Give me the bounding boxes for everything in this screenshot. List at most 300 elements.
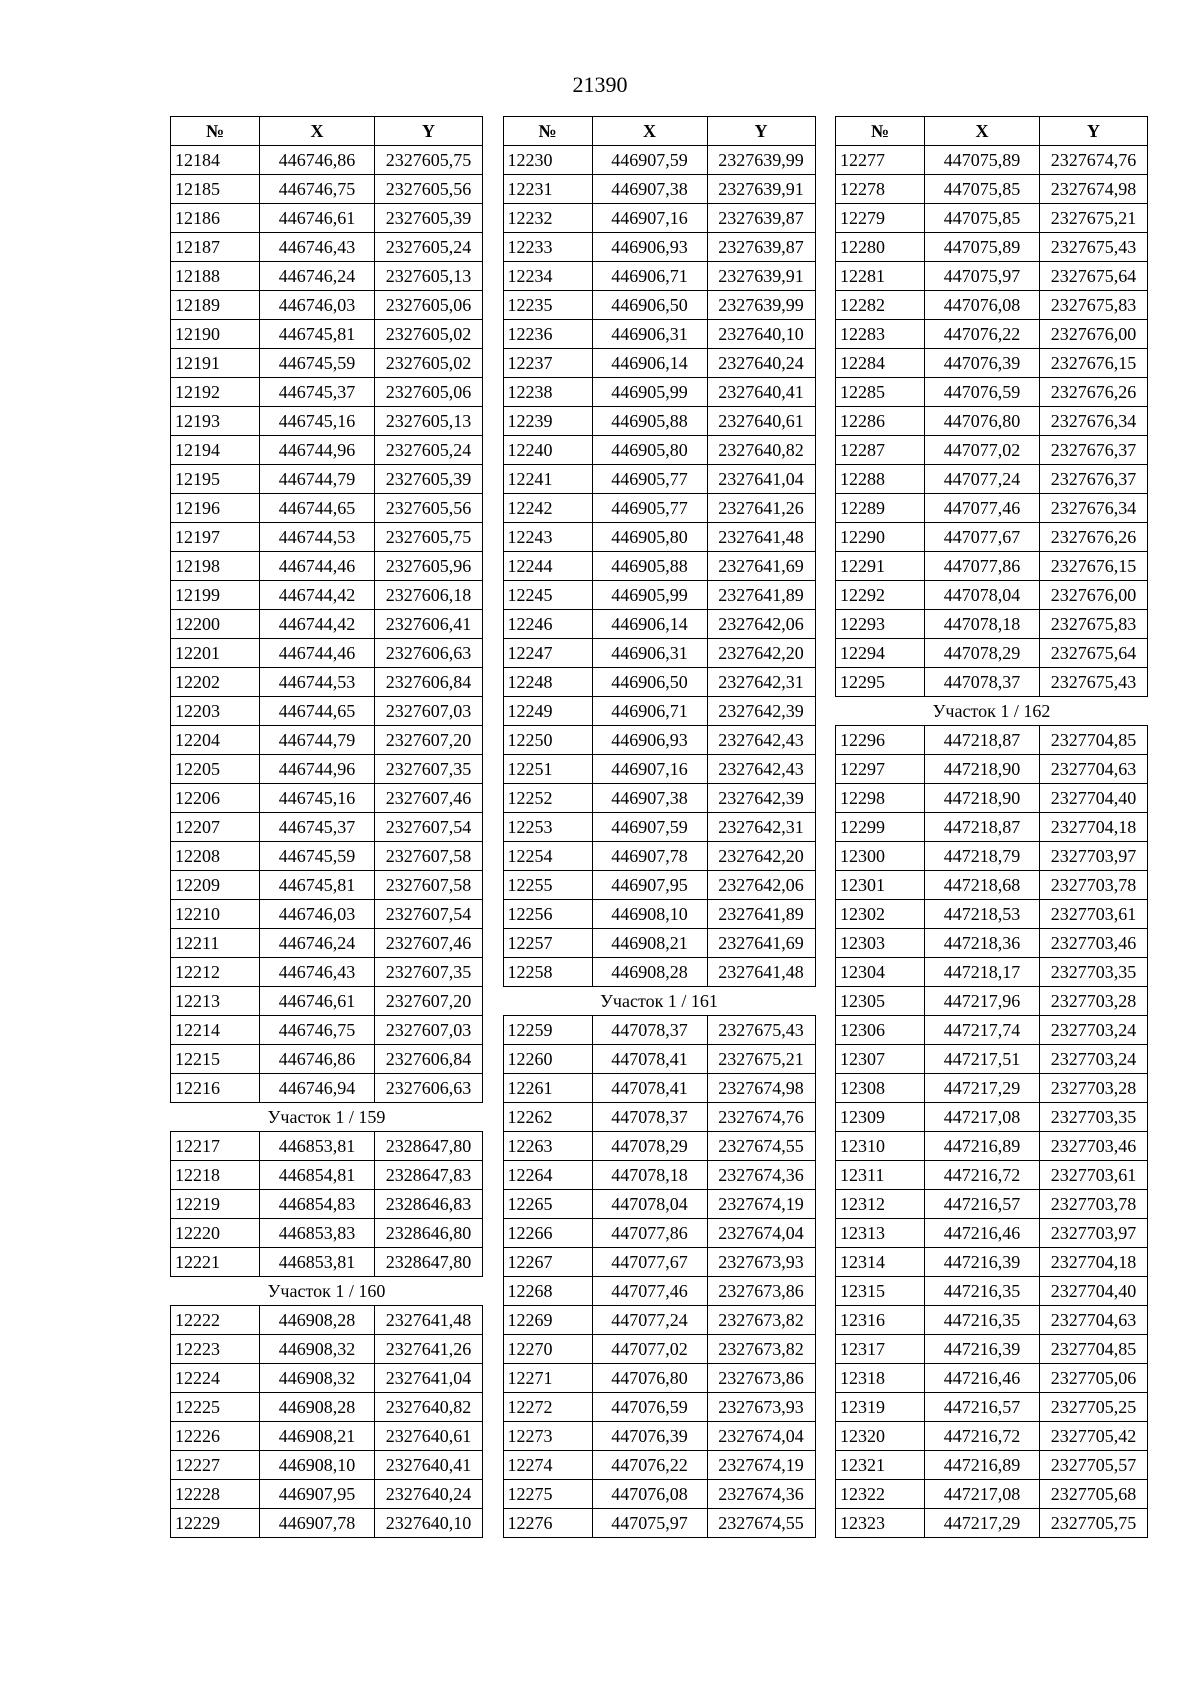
y-coordinate: 2327673,93 <box>707 1248 815 1277</box>
point-number: 12235 <box>503 291 592 320</box>
x-coordinate: 447217,96 <box>925 987 1040 1016</box>
table-row <box>836 929 1148 958</box>
x-coordinate: 446906,14 <box>592 610 707 639</box>
y-coordinate: 2327642,39 <box>707 697 815 726</box>
y-coordinate: 2327607,03 <box>375 697 483 726</box>
x-coordinate: 446907,59 <box>592 813 707 842</box>
point-number: 12189 <box>171 291 260 320</box>
y-coordinate: 2327605,75 <box>375 146 483 175</box>
y-coordinate: 2327640,24 <box>707 349 815 378</box>
table-row <box>503 291 815 320</box>
point-number: 12213 <box>171 987 260 1016</box>
y-coordinate: 2327642,06 <box>707 871 815 900</box>
point-number: 12231 <box>503 175 592 204</box>
table-row <box>503 1480 815 1509</box>
x-coordinate: 447076,39 <box>592 1422 707 1451</box>
table-row <box>836 146 1148 175</box>
x-coordinate: 447218,87 <box>925 813 1040 842</box>
coordinates-table-2 <box>503 116 816 1538</box>
point-number: 12186 <box>171 204 260 233</box>
y-coordinate: 2327674,19 <box>707 1190 815 1219</box>
point-number: 12247 <box>503 639 592 668</box>
point-number: 12286 <box>836 407 925 436</box>
table-row <box>836 987 1148 1016</box>
y-coordinate: 2327605,13 <box>375 407 483 436</box>
y-coordinate: 2327639,91 <box>707 175 815 204</box>
y-coordinate: 2327704,40 <box>1040 784 1148 813</box>
y-coordinate: 2328647,80 <box>375 1248 483 1277</box>
point-number: 12211 <box>171 929 260 958</box>
table-row <box>503 523 815 552</box>
table-row <box>503 436 815 465</box>
y-coordinate: 2327640,61 <box>707 407 815 436</box>
point-number: 12320 <box>836 1422 925 1451</box>
x-coordinate: 447077,46 <box>592 1277 707 1306</box>
point-number: 12195 <box>171 465 260 494</box>
x-coordinate: 446746,43 <box>260 958 375 987</box>
y-coordinate: 2327606,63 <box>375 639 483 668</box>
point-number: 12293 <box>836 610 925 639</box>
table-row <box>503 610 815 639</box>
table-row <box>836 958 1148 987</box>
x-coordinate: 446908,21 <box>260 1422 375 1451</box>
point-number: 12204 <box>171 726 260 755</box>
x-coordinate: 447077,46 <box>925 494 1040 523</box>
table-header-row <box>503 117 815 146</box>
y-coordinate: 2327606,84 <box>375 1045 483 1074</box>
point-number: 12197 <box>171 523 260 552</box>
section-title: Участок 1 / 160 <box>171 1277 483 1306</box>
y-coordinate: 2327704,63 <box>1040 1306 1148 1335</box>
y-coordinate: 2327640,24 <box>375 1480 483 1509</box>
x-coordinate: 446905,80 <box>592 436 707 465</box>
y-coordinate: 2327641,89 <box>707 900 815 929</box>
point-number: 12225 <box>171 1393 260 1422</box>
y-coordinate: 2327639,99 <box>707 146 815 175</box>
y-coordinate: 2327639,87 <box>707 233 815 262</box>
point-number: 12255 <box>503 871 592 900</box>
point-number: 12317 <box>836 1335 925 1364</box>
point-number: 12230 <box>503 146 592 175</box>
point-number: 12313 <box>836 1219 925 1248</box>
point-number: 12310 <box>836 1132 925 1161</box>
table-row <box>171 291 483 320</box>
x-coordinate: 446853,81 <box>260 1248 375 1277</box>
x-coordinate: 446744,46 <box>260 552 375 581</box>
y-coordinate: 2327674,36 <box>707 1480 815 1509</box>
table-row <box>503 1509 815 1538</box>
x-coordinate: 446744,96 <box>260 755 375 784</box>
y-coordinate: 2327675,21 <box>1040 204 1148 233</box>
y-coordinate: 2327704,85 <box>1040 1335 1148 1364</box>
y-coordinate: 2327705,68 <box>1040 1480 1148 1509</box>
point-number: 12200 <box>171 610 260 639</box>
y-coordinate: 2327641,69 <box>707 552 815 581</box>
x-coordinate: 447218,53 <box>925 900 1040 929</box>
point-number: 12205 <box>171 755 260 784</box>
x-coordinate: 446746,43 <box>260 233 375 262</box>
y-coordinate: 2327675,64 <box>1040 262 1148 291</box>
point-number: 12216 <box>171 1074 260 1103</box>
x-coordinate: 447216,39 <box>925 1248 1040 1277</box>
x-coordinate: 446906,71 <box>592 697 707 726</box>
point-number: 12301 <box>836 871 925 900</box>
point-number: 12210 <box>171 900 260 929</box>
point-number: 12274 <box>503 1451 592 1480</box>
table-row <box>836 378 1148 407</box>
point-number: 12268 <box>503 1277 592 1306</box>
point-number: 12234 <box>503 262 592 291</box>
y-coordinate: 2328647,83 <box>375 1161 483 1190</box>
y-coordinate: 2327676,37 <box>1040 465 1148 494</box>
point-number: 12229 <box>171 1509 260 1538</box>
x-coordinate: 447216,46 <box>925 1364 1040 1393</box>
point-number: 12265 <box>503 1190 592 1219</box>
x-coordinate: 447076,08 <box>925 291 1040 320</box>
point-number: 12193 <box>171 407 260 436</box>
point-number: 12304 <box>836 958 925 987</box>
y-coordinate: 2327640,61 <box>375 1422 483 1451</box>
point-number: 12253 <box>503 813 592 842</box>
point-number: 12227 <box>171 1451 260 1480</box>
y-coordinate: 2327675,83 <box>1040 291 1148 320</box>
point-number: 12296 <box>836 726 925 755</box>
x-coordinate: 446744,65 <box>260 697 375 726</box>
y-coordinate: 2327704,85 <box>1040 726 1148 755</box>
x-coordinate: 446905,77 <box>592 494 707 523</box>
x-coordinate: 446905,99 <box>592 378 707 407</box>
page-number: 21390 <box>572 72 628 97</box>
x-coordinate: 447218,68 <box>925 871 1040 900</box>
y-coordinate: 2327605,02 <box>375 349 483 378</box>
x-coordinate: 446744,65 <box>260 494 375 523</box>
x-coordinate: 447077,02 <box>592 1335 707 1364</box>
table-row <box>836 1393 1148 1422</box>
table-row <box>836 465 1148 494</box>
table-row <box>836 1016 1148 1045</box>
table-row <box>503 233 815 262</box>
y-coordinate: 2327703,46 <box>1040 1132 1148 1161</box>
column-header-y: Y <box>1040 117 1148 146</box>
table-row <box>171 1451 483 1480</box>
x-coordinate: 446906,50 <box>592 668 707 697</box>
y-coordinate: 2327703,46 <box>1040 929 1148 958</box>
y-coordinate: 2327703,61 <box>1040 900 1148 929</box>
table-row <box>836 1480 1148 1509</box>
x-coordinate: 447217,51 <box>925 1045 1040 1074</box>
x-coordinate: 446746,94 <box>260 1074 375 1103</box>
section-row <box>503 987 815 1016</box>
table-row <box>503 1451 815 1480</box>
point-number: 12303 <box>836 929 925 958</box>
x-coordinate: 447078,37 <box>925 668 1040 697</box>
point-number: 12306 <box>836 1016 925 1045</box>
point-number: 12241 <box>503 465 592 494</box>
x-coordinate: 447077,02 <box>925 436 1040 465</box>
y-coordinate: 2327642,31 <box>707 813 815 842</box>
y-coordinate: 2327675,43 <box>1040 668 1148 697</box>
x-coordinate: 447217,08 <box>925 1480 1040 1509</box>
point-number: 12271 <box>503 1364 592 1393</box>
point-number: 12194 <box>171 436 260 465</box>
table-row <box>171 755 483 784</box>
table-row <box>171 1190 483 1219</box>
table-row <box>503 349 815 378</box>
y-coordinate: 2327605,24 <box>375 436 483 465</box>
table-row <box>171 1074 483 1103</box>
point-number: 12278 <box>836 175 925 204</box>
table-row <box>836 581 1148 610</box>
x-coordinate: 447078,18 <box>925 610 1040 639</box>
x-coordinate: 446906,93 <box>592 726 707 755</box>
table-row <box>836 1335 1148 1364</box>
y-coordinate: 2327605,75 <box>375 523 483 552</box>
section-title: Участок 1 / 162 <box>836 697 1148 726</box>
y-coordinate: 2327605,96 <box>375 552 483 581</box>
y-coordinate: 2328646,83 <box>375 1190 483 1219</box>
point-number: 12299 <box>836 813 925 842</box>
point-number: 12282 <box>836 291 925 320</box>
table-row <box>836 291 1148 320</box>
table-row <box>836 1306 1148 1335</box>
table-row <box>171 378 483 407</box>
table-row <box>503 581 815 610</box>
point-number: 12188 <box>171 262 260 291</box>
point-number: 12201 <box>171 639 260 668</box>
x-coordinate: 446745,37 <box>260 378 375 407</box>
y-coordinate: 2327640,10 <box>707 320 815 349</box>
point-number: 12240 <box>503 436 592 465</box>
x-coordinate: 446907,38 <box>592 175 707 204</box>
y-coordinate: 2327705,06 <box>1040 1364 1148 1393</box>
table-row <box>171 1364 483 1393</box>
x-coordinate: 446854,81 <box>260 1161 375 1190</box>
x-coordinate: 446745,59 <box>260 349 375 378</box>
x-coordinate: 446746,24 <box>260 262 375 291</box>
point-number: 12297 <box>836 755 925 784</box>
column-header-number: № <box>503 117 592 146</box>
x-coordinate: 446746,75 <box>260 175 375 204</box>
y-coordinate: 2327703,24 <box>1040 1016 1148 1045</box>
y-coordinate: 2327605,24 <box>375 233 483 262</box>
y-coordinate: 2327705,75 <box>1040 1509 1148 1538</box>
column-header-y: Y <box>707 117 815 146</box>
y-coordinate: 2327607,46 <box>375 784 483 813</box>
y-coordinate: 2327675,64 <box>1040 639 1148 668</box>
point-number: 12262 <box>503 1103 592 1132</box>
table-row <box>836 784 1148 813</box>
x-coordinate: 447077,86 <box>592 1219 707 1248</box>
y-coordinate: 2327674,76 <box>707 1103 815 1132</box>
point-number: 12260 <box>503 1045 592 1074</box>
y-coordinate: 2327705,57 <box>1040 1451 1148 1480</box>
x-coordinate: 446908,10 <box>260 1451 375 1480</box>
table-row <box>171 958 483 987</box>
point-number: 12289 <box>836 494 925 523</box>
table-row <box>836 494 1148 523</box>
y-coordinate: 2327607,54 <box>375 813 483 842</box>
x-coordinate: 446905,80 <box>592 523 707 552</box>
x-coordinate: 446744,46 <box>260 639 375 668</box>
x-coordinate: 446907,95 <box>592 871 707 900</box>
table-row <box>171 465 483 494</box>
table-row <box>503 842 815 871</box>
point-number: 12312 <box>836 1190 925 1219</box>
y-coordinate: 2327674,76 <box>1040 146 1148 175</box>
table-row <box>503 204 815 233</box>
x-coordinate: 446907,16 <box>592 755 707 784</box>
point-number: 12283 <box>836 320 925 349</box>
table-row <box>171 262 483 291</box>
y-coordinate: 2327642,43 <box>707 755 815 784</box>
y-coordinate: 2327605,39 <box>375 204 483 233</box>
table-row <box>171 668 483 697</box>
x-coordinate: 447216,89 <box>925 1451 1040 1480</box>
table-row <box>503 407 815 436</box>
table-row <box>171 1509 483 1538</box>
x-coordinate: 446907,59 <box>592 146 707 175</box>
point-number: 12292 <box>836 581 925 610</box>
point-number: 12218 <box>171 1161 260 1190</box>
y-coordinate: 2327676,26 <box>1040 378 1148 407</box>
x-coordinate: 447077,67 <box>592 1248 707 1277</box>
point-number: 12214 <box>171 1016 260 1045</box>
y-coordinate: 2327640,82 <box>375 1393 483 1422</box>
point-number: 12208 <box>171 842 260 871</box>
y-coordinate: 2327605,13 <box>375 262 483 291</box>
y-coordinate: 2327640,10 <box>375 1509 483 1538</box>
point-number: 12319 <box>836 1393 925 1422</box>
y-coordinate: 2327605,02 <box>375 320 483 349</box>
x-coordinate: 446746,03 <box>260 900 375 929</box>
x-coordinate: 446746,75 <box>260 1016 375 1045</box>
x-coordinate: 446908,28 <box>260 1393 375 1422</box>
y-coordinate: 2328646,80 <box>375 1219 483 1248</box>
y-coordinate: 2327605,06 <box>375 378 483 407</box>
x-coordinate: 447218,90 <box>925 784 1040 813</box>
y-coordinate: 2327675,21 <box>707 1045 815 1074</box>
column-header-number: № <box>171 117 260 146</box>
table-row <box>171 175 483 204</box>
y-coordinate: 2327673,86 <box>707 1364 815 1393</box>
table-row <box>836 349 1148 378</box>
y-coordinate: 2327676,26 <box>1040 523 1148 552</box>
table-row <box>171 1045 483 1074</box>
y-coordinate: 2327641,04 <box>707 465 815 494</box>
point-number: 12290 <box>836 523 925 552</box>
x-coordinate: 447075,85 <box>925 175 1040 204</box>
table-row <box>836 436 1148 465</box>
table-row <box>836 233 1148 262</box>
point-number: 12298 <box>836 784 925 813</box>
x-coordinate: 447076,08 <box>592 1480 707 1509</box>
point-number: 12250 <box>503 726 592 755</box>
table-row <box>503 1161 815 1190</box>
table-row <box>171 1422 483 1451</box>
point-number: 12239 <box>503 407 592 436</box>
y-coordinate: 2327641,26 <box>375 1335 483 1364</box>
y-coordinate: 2327607,58 <box>375 871 483 900</box>
y-coordinate: 2327673,86 <box>707 1277 815 1306</box>
column-header-x: X <box>925 117 1040 146</box>
y-coordinate: 2327704,63 <box>1040 755 1148 784</box>
table-row <box>503 929 815 958</box>
point-number: 12191 <box>171 349 260 378</box>
point-number: 12300 <box>836 842 925 871</box>
y-coordinate: 2327703,28 <box>1040 987 1148 1016</box>
y-coordinate: 2327606,63 <box>375 1074 483 1103</box>
point-number: 12291 <box>836 552 925 581</box>
x-coordinate: 447077,67 <box>925 523 1040 552</box>
x-coordinate: 447216,72 <box>925 1161 1040 1190</box>
x-coordinate: 447075,85 <box>925 204 1040 233</box>
table-row <box>171 349 483 378</box>
x-coordinate: 446745,16 <box>260 784 375 813</box>
table-header-row <box>171 117 483 146</box>
y-coordinate: 2327607,35 <box>375 755 483 784</box>
x-coordinate: 446907,95 <box>260 1480 375 1509</box>
x-coordinate: 447216,46 <box>925 1219 1040 1248</box>
y-coordinate: 2327607,58 <box>375 842 483 871</box>
table-row <box>836 523 1148 552</box>
table-row <box>503 1277 815 1306</box>
y-coordinate: 2327607,46 <box>375 929 483 958</box>
x-coordinate: 447216,57 <box>925 1190 1040 1219</box>
x-coordinate: 447217,29 <box>925 1509 1040 1538</box>
table-row <box>503 1074 815 1103</box>
x-coordinate: 447218,90 <box>925 755 1040 784</box>
table-row <box>171 697 483 726</box>
table-row <box>171 1248 483 1277</box>
y-coordinate: 2327676,15 <box>1040 349 1148 378</box>
x-coordinate: 446907,78 <box>260 1509 375 1538</box>
table-row <box>503 320 815 349</box>
x-coordinate: 446905,77 <box>592 465 707 494</box>
y-coordinate: 2327673,93 <box>707 1393 815 1422</box>
y-coordinate: 2327703,35 <box>1040 958 1148 987</box>
point-number: 12202 <box>171 668 260 697</box>
table-row <box>171 1132 483 1161</box>
y-coordinate: 2327703,78 <box>1040 871 1148 900</box>
point-number: 12196 <box>171 494 260 523</box>
y-coordinate: 2328647,80 <box>375 1132 483 1161</box>
point-number: 12244 <box>503 552 592 581</box>
x-coordinate: 446908,21 <box>592 929 707 958</box>
x-coordinate: 447077,24 <box>592 1306 707 1335</box>
x-coordinate: 447078,04 <box>592 1190 707 1219</box>
point-number: 12237 <box>503 349 592 378</box>
table-row <box>836 1277 1148 1306</box>
point-number: 12199 <box>171 581 260 610</box>
y-coordinate: 2327676,00 <box>1040 581 1148 610</box>
x-coordinate: 447078,29 <box>925 639 1040 668</box>
y-coordinate: 2327703,97 <box>1040 1219 1148 1248</box>
y-coordinate: 2327674,55 <box>707 1132 815 1161</box>
table-row <box>836 262 1148 291</box>
point-number: 12215 <box>171 1045 260 1074</box>
y-coordinate: 2327606,84 <box>375 668 483 697</box>
y-coordinate: 2327641,04 <box>375 1364 483 1393</box>
table-row <box>503 958 815 987</box>
y-coordinate: 2327675,43 <box>707 1016 815 1045</box>
table-row <box>836 900 1148 929</box>
coordinate-tables <box>170 116 1148 1538</box>
table-row <box>171 1335 483 1364</box>
y-coordinate: 2327607,35 <box>375 958 483 987</box>
point-number: 12251 <box>503 755 592 784</box>
y-coordinate: 2327675,83 <box>1040 610 1148 639</box>
point-number: 12242 <box>503 494 592 523</box>
